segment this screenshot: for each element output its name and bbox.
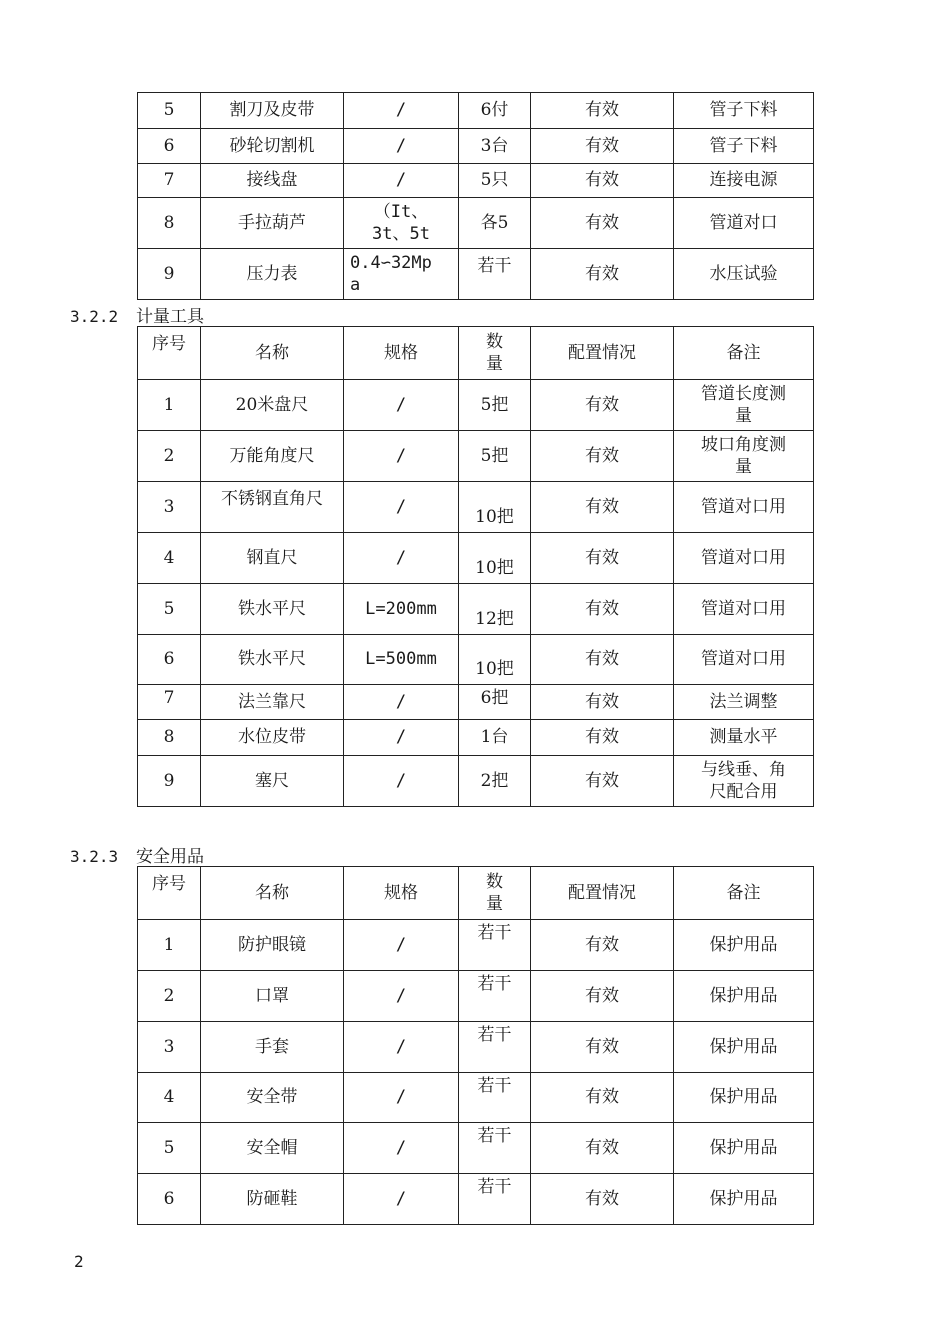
cell-status: 有效 <box>531 1073 674 1123</box>
table-row <box>138 249 814 300</box>
cell-no: 3 <box>138 482 201 533</box>
cell-note: 连接电源 <box>674 164 814 198</box>
cell-name: 铁水平尺 <box>201 584 344 635</box>
cell-status: 有效 <box>531 584 674 635</box>
cell-name: 口罩 <box>201 971 344 1022</box>
cell-qty: 10把 <box>459 533 531 584</box>
table-row <box>138 971 814 1022</box>
page-number: 2 <box>74 1252 84 1271</box>
table-row <box>138 164 814 198</box>
cell-name: 水位皮带 <box>201 720 344 756</box>
cell-qty: 10把 <box>459 482 531 533</box>
cell-status: 有效 <box>531 685 674 720</box>
header-spec: 规格 <box>344 327 459 380</box>
cell-note: 保护用品 <box>674 1174 814 1225</box>
cell-name: 手套 <box>201 1022 344 1073</box>
cell-note: 坡口角度测量 <box>674 431 814 482</box>
cell-qty: 10把 <box>459 635 531 685</box>
cell-note: 保护用品 <box>674 920 814 971</box>
cell-status: 有效 <box>531 93 674 129</box>
section-number: 3.2.3 <box>70 847 119 866</box>
table-row <box>138 685 814 720</box>
cell-qty: 3台 <box>459 129 531 164</box>
cell-note: 与线垂、角尺配合用 <box>674 756 814 807</box>
table-row <box>138 1073 814 1123</box>
header-note: 备注 <box>674 867 814 920</box>
cell-qty: 若干 <box>459 249 531 300</box>
cell-no: 7 <box>138 685 201 720</box>
cell-no: 5 <box>138 584 201 635</box>
table-row <box>138 1123 814 1174</box>
table-header-row <box>138 327 814 380</box>
cell-name: 法兰靠尺 <box>201 685 344 720</box>
cell-status: 有效 <box>531 380 674 431</box>
tools-table-continued <box>137 92 814 300</box>
table-row <box>138 756 814 807</box>
cell-note: 保护用品 <box>674 971 814 1022</box>
cell-qty: 若干 <box>459 1123 531 1174</box>
cell-qty: 6把 <box>459 685 531 720</box>
cell-note: 测量水平 <box>674 720 814 756</box>
cell-name: 砂轮切割机 <box>201 129 344 164</box>
safety-supplies-table <box>137 866 814 1225</box>
cell-name: 割刀及皮带 <box>201 93 344 129</box>
cell-status: 有效 <box>531 1123 674 1174</box>
cell-spec: / <box>344 93 459 129</box>
table-row <box>138 482 814 533</box>
table-row <box>138 431 814 482</box>
cell-spec: / <box>344 756 459 807</box>
cell-spec: L=500mm <box>344 635 459 685</box>
cell-name: 20米盘尺 <box>201 380 344 431</box>
section-title: 安全用品 <box>136 847 204 867</box>
measuring-tools-table <box>137 326 814 807</box>
cell-note: 管子下料 <box>674 93 814 129</box>
cell-status: 有效 <box>531 129 674 164</box>
cell-name: 塞尺 <box>201 756 344 807</box>
cell-qty: 5只 <box>459 164 531 198</box>
cell-status: 有效 <box>531 533 674 584</box>
cell-spec: / <box>344 380 459 431</box>
cell-spec: / <box>344 685 459 720</box>
header-spec: 规格 <box>344 867 459 920</box>
cell-qty: 1台 <box>459 720 531 756</box>
cell-name: 防砸鞋 <box>201 1174 344 1225</box>
table-row <box>138 1174 814 1225</box>
cell-spec: / <box>344 1022 459 1073</box>
cell-note: 保护用品 <box>674 1022 814 1073</box>
cell-spec: / <box>344 482 459 533</box>
table-row <box>138 920 814 971</box>
cell-spec: / <box>344 533 459 584</box>
cell-status: 有效 <box>531 431 674 482</box>
cell-note: 管道对口用 <box>674 584 814 635</box>
cell-no: 6 <box>138 635 201 685</box>
cell-spec: / <box>344 1123 459 1174</box>
cell-no: 6 <box>138 129 201 164</box>
header-qty: 数量 <box>459 867 531 920</box>
cell-note: 法兰调整 <box>674 685 814 720</box>
cell-status: 有效 <box>531 720 674 756</box>
cell-note: 水压试验 <box>674 249 814 300</box>
cell-qty: 6付 <box>459 93 531 129</box>
cell-no: 6 <box>138 1174 201 1225</box>
cell-spec: / <box>344 129 459 164</box>
cell-note: 管道对口用 <box>674 533 814 584</box>
cell-spec: L=200mm <box>344 584 459 635</box>
cell-no: 2 <box>138 431 201 482</box>
header-name: 名称 <box>201 867 344 920</box>
cell-qty: 若干 <box>459 1073 531 1123</box>
header-no: 序号 <box>138 327 201 380</box>
cell-qty: 若干 <box>459 971 531 1022</box>
cell-status: 有效 <box>531 971 674 1022</box>
cell-note: 管道长度测量 <box>674 380 814 431</box>
table-header-row <box>138 867 814 920</box>
cell-status: 有效 <box>531 1022 674 1073</box>
cell-note: 管道对口用 <box>674 482 814 533</box>
section-title: 计量工具 <box>136 307 204 327</box>
cell-spec: / <box>344 1073 459 1123</box>
cell-spec: / <box>344 164 459 198</box>
cell-no: 3 <box>138 1022 201 1073</box>
cell-name: 万能角度尺 <box>201 431 344 482</box>
cell-spec: / <box>344 920 459 971</box>
cell-status: 有效 <box>531 635 674 685</box>
header-note: 备注 <box>674 327 814 380</box>
header-name: 名称 <box>201 327 344 380</box>
cell-no: 4 <box>138 1073 201 1123</box>
table-row <box>138 93 814 129</box>
cell-status: 有效 <box>531 249 674 300</box>
cell-no: 1 <box>138 380 201 431</box>
cell-note: 保护用品 <box>674 1123 814 1174</box>
cell-no: 9 <box>138 756 201 807</box>
cell-note: 管道对口 <box>674 198 814 249</box>
cell-name: 安全帽 <box>201 1123 344 1174</box>
cell-no: 8 <box>138 198 201 249</box>
section-number: 3.2.2 <box>70 307 119 326</box>
header-status: 配置情况 <box>531 867 674 920</box>
cell-name: 压力表 <box>201 249 344 300</box>
cell-name: 手拉葫芦 <box>201 198 344 249</box>
cell-note: 保护用品 <box>674 1073 814 1123</box>
cell-no: 4 <box>138 533 201 584</box>
cell-qty: 若干 <box>459 1022 531 1073</box>
cell-name: 钢直尺 <box>201 533 344 584</box>
cell-spec: / <box>344 1174 459 1225</box>
table-row <box>138 533 814 584</box>
cell-no: 5 <box>138 93 201 129</box>
cell-spec: / <box>344 971 459 1022</box>
section-heading-measuring-tools <box>70 302 204 327</box>
header-status: 配置情况 <box>531 327 674 380</box>
cell-no: 8 <box>138 720 201 756</box>
cell-spec: （It、3t、5t <box>344 198 459 249</box>
section-heading-safety-supplies <box>70 842 204 867</box>
cell-no: 7 <box>138 164 201 198</box>
cell-status: 有效 <box>531 482 674 533</box>
cell-no: 2 <box>138 971 201 1022</box>
cell-qty: 各5 <box>459 198 531 249</box>
cell-qty: 2把 <box>459 756 531 807</box>
header-no: 序号 <box>138 867 201 920</box>
table-row <box>138 198 814 249</box>
cell-spec: / <box>344 431 459 482</box>
header-qty: 数量 <box>459 327 531 380</box>
cell-spec: 0.4∽32Mpa <box>344 249 459 300</box>
cell-status: 有效 <box>531 198 674 249</box>
cell-name: 不锈钢直角尺 <box>201 482 344 533</box>
cell-note: 管道对口用 <box>674 635 814 685</box>
table-row <box>138 1022 814 1073</box>
cell-qty: 5把 <box>459 380 531 431</box>
table-row <box>138 635 814 685</box>
cell-qty: 若干 <box>459 1174 531 1225</box>
cell-status: 有效 <box>531 1174 674 1225</box>
cell-no: 9 <box>138 249 201 300</box>
table-row <box>138 720 814 756</box>
cell-no: 5 <box>138 1123 201 1174</box>
cell-qty: 5把 <box>459 431 531 482</box>
cell-name: 铁水平尺 <box>201 635 344 685</box>
cell-note: 管子下料 <box>674 129 814 164</box>
cell-spec: / <box>344 720 459 756</box>
cell-status: 有效 <box>531 164 674 198</box>
cell-name: 安全带 <box>201 1073 344 1123</box>
table-row <box>138 380 814 431</box>
cell-status: 有效 <box>531 920 674 971</box>
cell-qty: 12把 <box>459 584 531 635</box>
cell-qty: 若干 <box>459 920 531 971</box>
table-row <box>138 584 814 635</box>
cell-name: 防护眼镜 <box>201 920 344 971</box>
cell-status: 有效 <box>531 756 674 807</box>
table-row <box>138 129 814 164</box>
cell-name: 接线盘 <box>201 164 344 198</box>
cell-no: 1 <box>138 920 201 971</box>
